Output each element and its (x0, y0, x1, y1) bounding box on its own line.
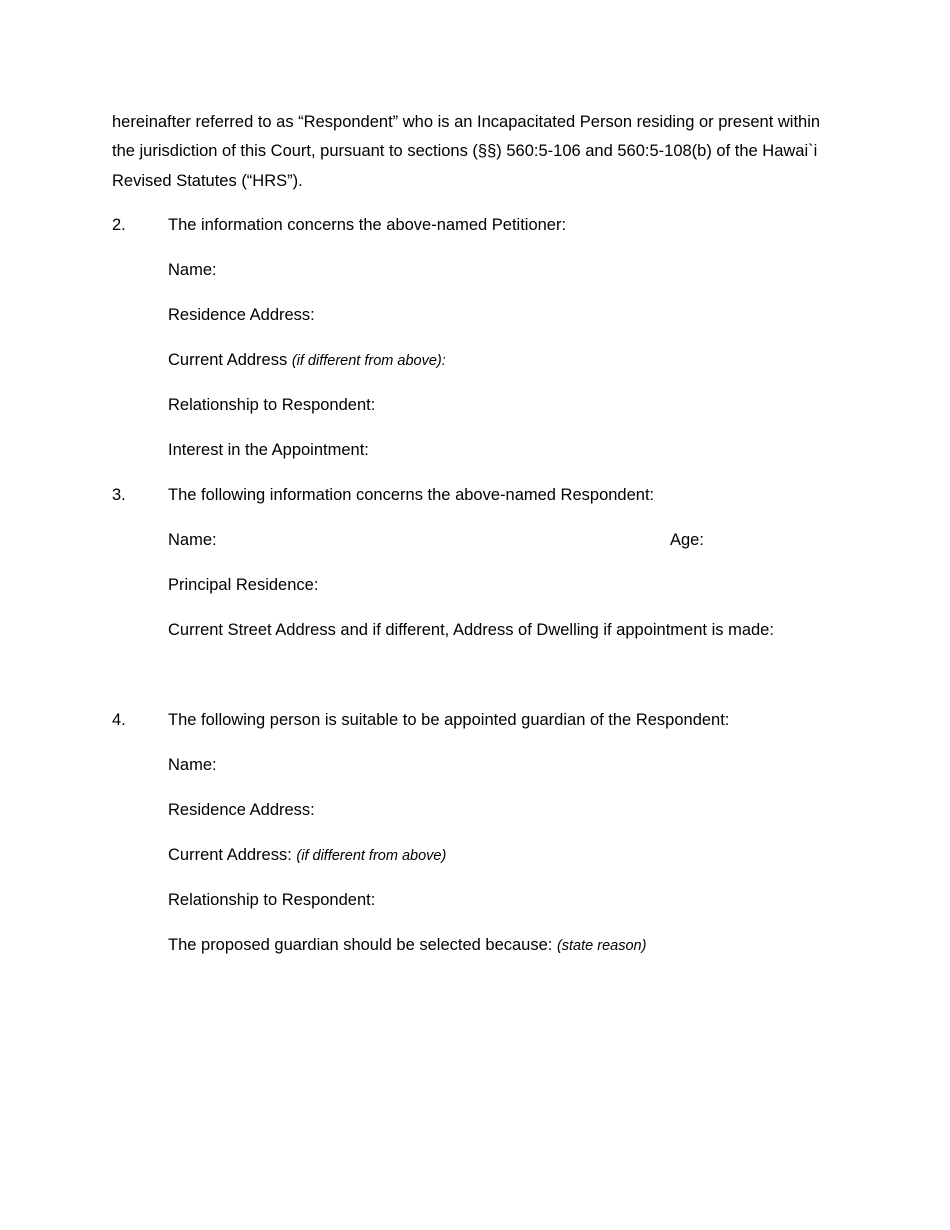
petitioner-relationship-label: Relationship to Respondent: (168, 396, 376, 414)
section-3-heading: The following information concerns the above-named Respondent: (168, 486, 655, 504)
petitioner-current-address-text: Current Address (168, 351, 288, 369)
respondent-principal-residence-label: Principal Residence: (168, 576, 319, 594)
guardian-current-address-note: (if different from above) (296, 848, 447, 864)
petitioner-name-label: Name: (168, 261, 217, 279)
respondent-current-street-label: Current Street Address and if different, Address of Dwelling if appointment is made: (168, 621, 774, 639)
intro-line-3: Revised Statutes (“HRS”). (112, 172, 303, 190)
respondent-age-label: Age: (670, 531, 704, 549)
section-2-heading: The information concerns the above-named Petitioner: (168, 216, 567, 234)
petitioner-current-address-note: (if different from above): (291, 353, 446, 369)
guardian-residence-label: Residence Address: (168, 801, 315, 819)
guardian-current-address-label (168, 845, 446, 866)
guardian-reason-label (168, 935, 646, 956)
guardian-current-address-text: Current Address: (168, 846, 292, 864)
section-4-heading: The following person is suitable to be appointed guardian of the Respondent: (168, 711, 730, 729)
section-3-number: 3. (112, 486, 126, 504)
guardian-reason-note: (state reason) (556, 938, 647, 954)
guardian-name-label: Name: (168, 756, 217, 774)
intro-line-1: hereinafter referred to as “Respondent” who is an Incapacitated Person residing or present within (112, 113, 821, 131)
petitioner-interest-label: Interest in the Appointment: (168, 441, 369, 459)
petitioner-current-address-label (168, 350, 446, 371)
intro-line-2: the jurisdiction of this Court, pursuant to sections (§§) 560:5-106 and 560:5-108(b) of the Hawai`i (112, 142, 818, 160)
section-2-number: 2. (112, 216, 126, 234)
petitioner-residence-label: Residence Address: (168, 306, 315, 324)
guardian-reason-text: The proposed guardian should be selected because: (168, 936, 553, 954)
guardian-relationship-label: Relationship to Respondent: (168, 891, 376, 909)
section-4-number: 4. (112, 711, 126, 729)
respondent-name-label: Name: (168, 531, 217, 549)
